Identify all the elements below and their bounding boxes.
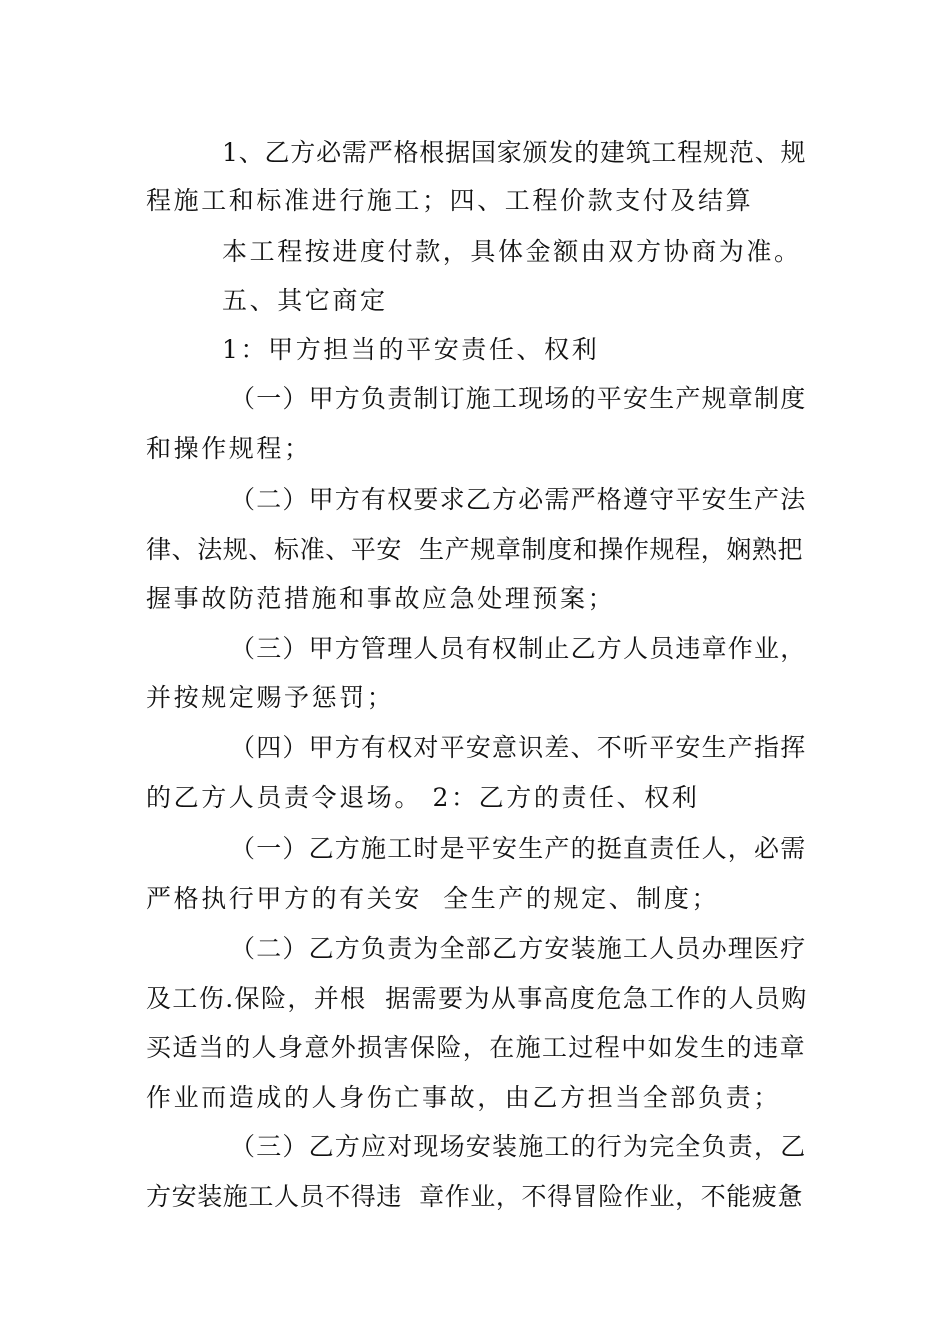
section-heading: 五、其它商定	[222, 286, 388, 315]
text-line: （一）乙方施工时是平安生产的挺直责任人，必需	[230, 834, 807, 863]
text-line: （三）乙方应对现场安装施工的行为完全负责，乙	[230, 1132, 807, 1161]
text-line: （二）甲方有权要求乙方必需严格遵守平安生产法	[230, 485, 807, 514]
text-line: 和操作规程；	[146, 434, 312, 463]
text-line: 买适当的人身意外损害保险，在施工过程中如发生的违章	[146, 1033, 807, 1062]
text-line: 握事故防范措施和事故应急处理预案；	[146, 584, 616, 613]
text-line: 1、乙方必需严格根据国家颁发的建筑工程规范、规	[222, 138, 807, 167]
text-line: 作业而造成的人身伤亡事故，由乙方担当全部负责；	[146, 1083, 781, 1112]
text-line: 并按规定赐予惩罚；	[146, 683, 395, 712]
text-line: （三）甲方管理人员有权制止乙方人员违章作业，	[230, 634, 807, 663]
text-line: （一）甲方负责制订施工现场的平安生产规章制度	[230, 384, 807, 413]
text-line: （二）乙方负责为全部乙方安装施工人员办理医疗	[230, 934, 807, 963]
text-line: 及工伤.保险，并根 据需要为从事高度危急工作的人员购	[146, 984, 808, 1013]
subsection-heading: 1：甲方担当的平安责任、权利	[222, 335, 600, 364]
text-line: 严格执行甲方的有关安 全生产的规定、制度；	[146, 884, 720, 913]
text-line: 方安装施工人员不得违 章作业，不得冒险作业，不能疲惫	[146, 1182, 804, 1211]
text-line: 本工程按进度付款，具体金额由双方协商为准。	[222, 237, 802, 266]
text-line: （四）甲方有权对平安意识差、不听平安生产指挥	[230, 733, 807, 762]
text-line: 律、法规、标准、平安 生产规章制度和操作规程，娴熟把	[146, 535, 804, 564]
text-line: 程施工和标准进行施工；四、工程价款支付及结算	[146, 186, 754, 215]
text-line: 的乙方人员责令退场。 2：乙方的责任、权利	[146, 783, 700, 812]
